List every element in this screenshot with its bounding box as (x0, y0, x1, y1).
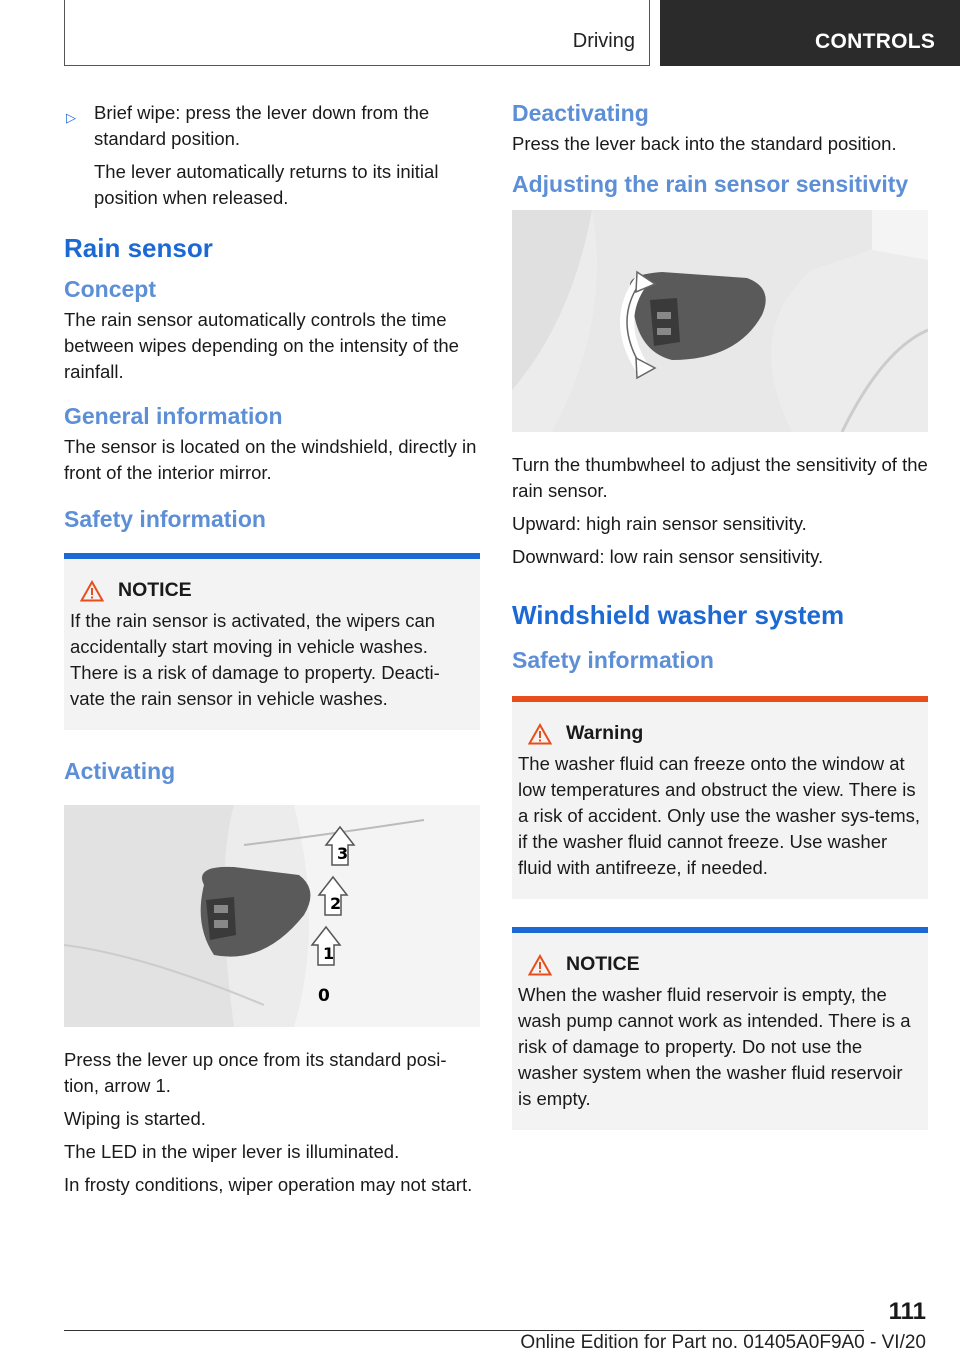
thumbwheel-illustration (512, 210, 928, 432)
notice-box (64, 553, 480, 730)
header-chapter: CONTROLS (660, 0, 960, 66)
heading-deactivating: Deactivating (512, 100, 649, 126)
activating-text-1: Press the lever up once from its standard posi‐tion, arrow 1. (64, 1049, 447, 1096)
washer-notice-text: When the washer fluid reservoir is empty, the wash pump cannot work as intended. There is a risk of damage to property. Do not use the washer system when the washer fluid reservoir is empty. (518, 984, 911, 1109)
illustration-wiper-lever (64, 805, 480, 1027)
header-section: Driving (572, 30, 635, 52)
illustration-thumbwheel (512, 210, 928, 432)
label-2: 2 (330, 894, 342, 913)
adjusting-text-2: Upward: high rain sensor sensitivity. (512, 513, 807, 534)
label-1: 1 (323, 944, 335, 963)
page-number: 111 (888, 1298, 926, 1325)
concept-text: The rain sensor automatically controls the time between wipes depending on the intensity of the rainfall. (64, 309, 459, 382)
warning-text: The washer fluid can freeze onto the window at low temperatures and obstruct the view. There is a risk of accident. Only use the washer sys‐tems, if the washer fluid cannot freeze. Use washer fluid with antifreeze, if needed. (518, 753, 921, 878)
footer-edition: Online Edition for Part no. 01405A0F9A0 - VI/20 (520, 1332, 926, 1353)
adjusting-text-1: Turn the thumbwheel to adjust the sensitivity of the rain sensor. (512, 454, 928, 501)
washer-notice-title: NOTICE (528, 953, 920, 976)
warning-triangle-icon (80, 580, 104, 602)
heading-activating: Activating (64, 758, 176, 784)
warning-triangle-icon (528, 723, 552, 745)
heading-rain-sensor: Rain sensor (64, 233, 213, 263)
washer-notice-box (512, 927, 928, 1130)
warning-triangle-icon (528, 954, 552, 976)
bullet-triangle-icon: ▷ (66, 110, 76, 125)
footer-divider (64, 1330, 864, 1331)
heading-windshield-washer: Windshield washer system (512, 600, 845, 630)
activating-text-3: The LED in the wiper lever is illuminated. (64, 1141, 400, 1162)
deactivating-text: Press the lever back into the standard position. (512, 133, 897, 154)
adjusting-text-3: Downward: low rain sensor sensitivity. (512, 546, 824, 567)
notice-title: NOTICE (80, 579, 472, 602)
general-text: The sensor is located on the windshield, directly in front of the interior mirror. (64, 436, 477, 483)
left-column (64, 100, 480, 1205)
warning-box (512, 696, 928, 899)
right-column (512, 100, 928, 1158)
wiper-lever-illustration (64, 805, 480, 1027)
heading-washer-safety: Safety information (512, 647, 714, 673)
heading-concept: Concept (64, 276, 156, 302)
activating-text-4: In frosty conditions, wiper operation may not start. (64, 1174, 473, 1195)
heading-general-information: General information (64, 403, 283, 429)
label-0: 0 (318, 986, 330, 1006)
heading-safety-information: Safety information (64, 506, 266, 532)
bullet-continuation: The lever automatically returns to its initial position when released. (94, 161, 439, 208)
header-section-box (64, 0, 650, 66)
label-3: 3 (337, 844, 349, 863)
heading-adjusting-sensitivity: Adjusting the rain sensor sensitivity (512, 171, 909, 197)
warning-title: Warning (528, 722, 920, 745)
activating-text-2: Wiping is started. (64, 1108, 206, 1129)
notice-text: If the rain sensor is activated, the wipers can accidentally start moving in vehicle washes. There is a risk of damage to property. Deacti‐vate the rain sensor in vehicle washes. (70, 610, 440, 709)
bullet-brief-wipe: ▷ Brief wipe: press the lever down from the standard position. (66, 102, 430, 149)
